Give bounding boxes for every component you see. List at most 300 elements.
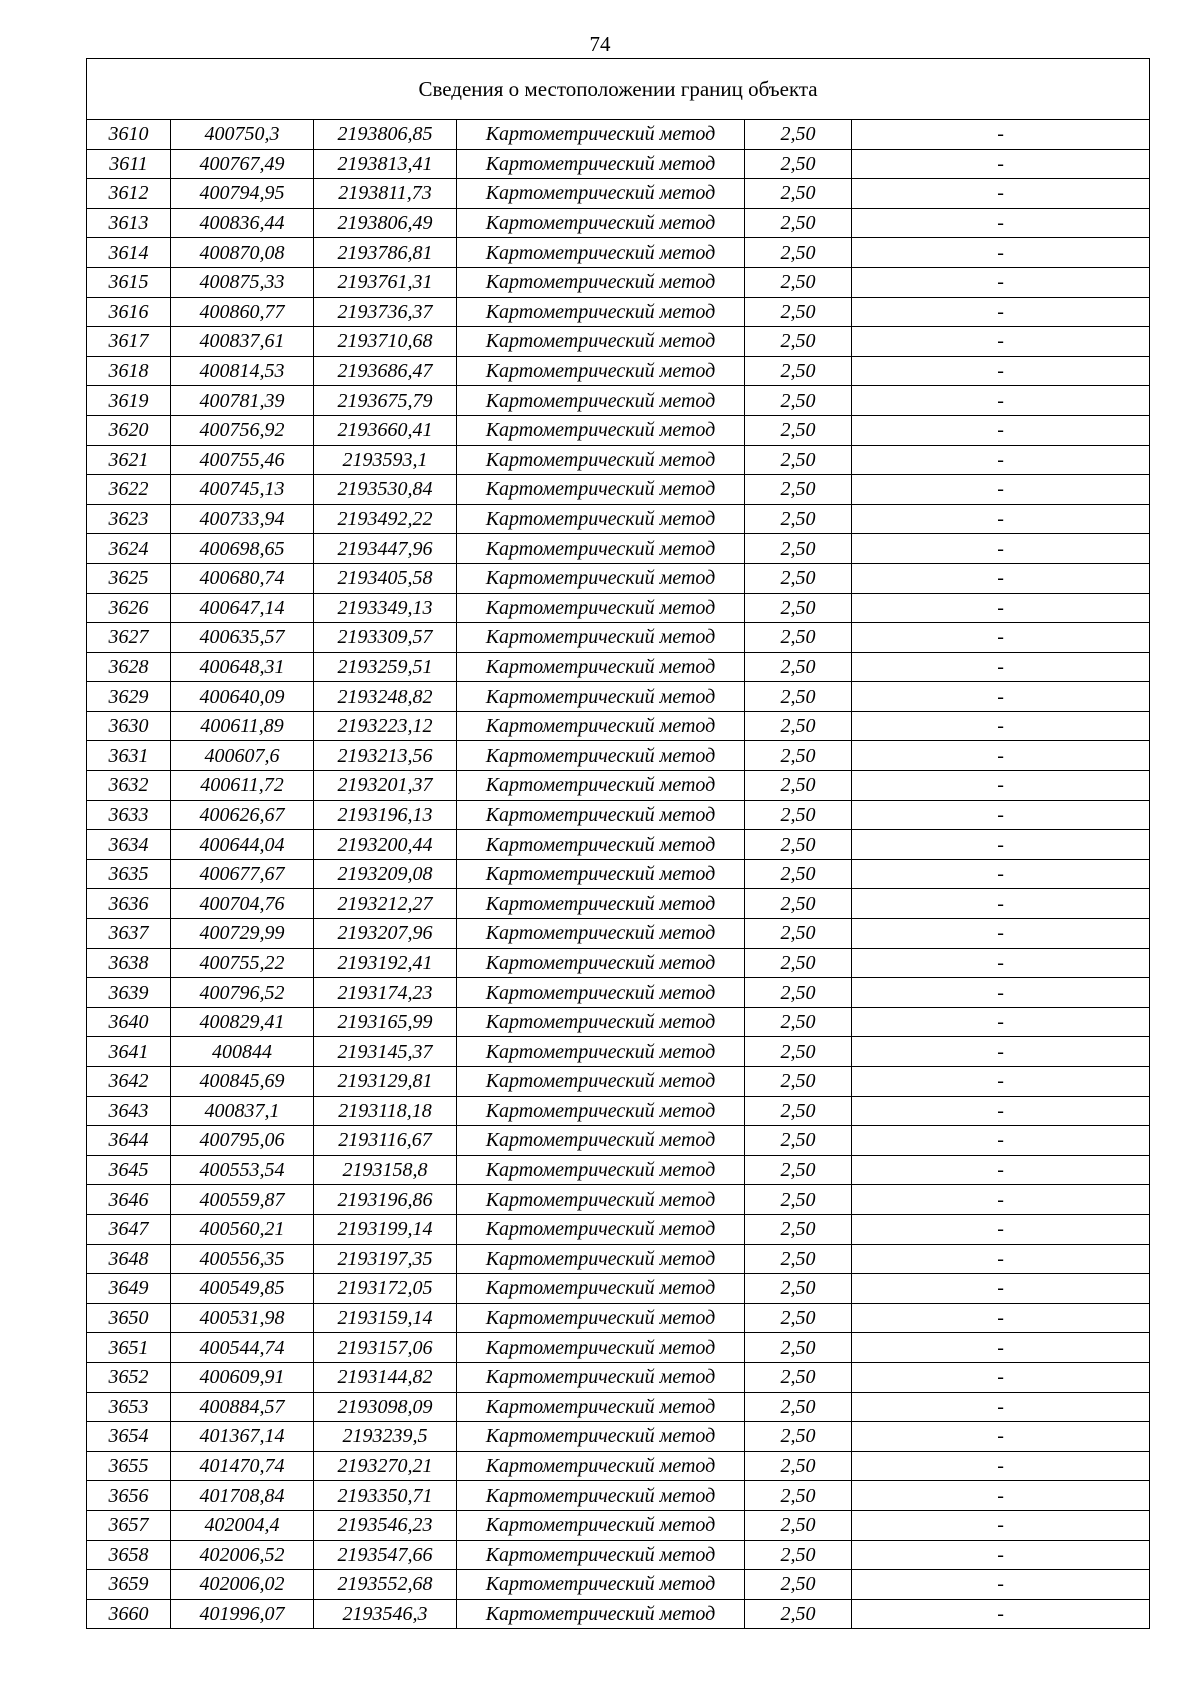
point-number-cell: 3652 — [87, 1362, 171, 1392]
method-cell: Картометрический метод — [457, 1007, 745, 1037]
x-coordinate-cell: 400837,61 — [171, 327, 314, 357]
accuracy-cell: 2,50 — [745, 593, 852, 623]
x-coordinate-cell: 401367,14 — [171, 1422, 314, 1452]
accuracy-cell: 2,50 — [745, 1362, 852, 1392]
y-coordinate-cell: 2193806,49 — [314, 208, 457, 238]
y-coordinate-cell: 2193172,05 — [314, 1274, 457, 1304]
x-coordinate-cell: 400611,72 — [171, 771, 314, 801]
y-coordinate-cell: 2193736,37 — [314, 297, 457, 327]
x-coordinate-cell: 400750,3 — [171, 120, 314, 150]
table-row — [87, 1274, 1150, 1304]
accuracy-cell: 2,50 — [745, 1037, 852, 1067]
y-coordinate-cell: 2193192,41 — [314, 948, 457, 978]
accuracy-cell: 2,50 — [745, 741, 852, 771]
description-cell: - — [852, 1096, 1150, 1126]
description-cell: - — [852, 1333, 1150, 1363]
method-cell: Картометрический метод — [457, 149, 745, 179]
method-cell: Картометрический метод — [457, 593, 745, 623]
description-cell: - — [852, 593, 1150, 623]
method-cell: Картометрический метод — [457, 267, 745, 297]
table-row — [87, 534, 1150, 564]
x-coordinate-cell: 400860,77 — [171, 297, 314, 327]
x-coordinate-cell: 400875,33 — [171, 267, 314, 297]
point-number-cell: 3653 — [87, 1392, 171, 1422]
x-coordinate-cell: 400560,21 — [171, 1214, 314, 1244]
method-cell: Картометрический метод — [457, 1510, 745, 1540]
description-cell: - — [852, 1244, 1150, 1274]
point-number-cell: 3612 — [87, 179, 171, 209]
accuracy-cell: 2,50 — [745, 1244, 852, 1274]
x-coordinate-cell: 400745,13 — [171, 475, 314, 505]
point-number-cell: 3656 — [87, 1481, 171, 1511]
table-row — [87, 356, 1150, 386]
accuracy-cell: 2,50 — [745, 1510, 852, 1540]
table-row — [87, 741, 1150, 771]
point-number-cell: 3616 — [87, 297, 171, 327]
accuracy-cell: 2,50 — [745, 445, 852, 475]
point-number-cell: 3651 — [87, 1333, 171, 1363]
y-coordinate-cell: 2193675,79 — [314, 386, 457, 416]
description-cell: - — [852, 563, 1150, 593]
table-row — [87, 1392, 1150, 1422]
accuracy-cell: 2,50 — [745, 978, 852, 1008]
method-cell: Картометрический метод — [457, 534, 745, 564]
description-cell: - — [852, 1451, 1150, 1481]
y-coordinate-cell: 2193239,5 — [314, 1422, 457, 1452]
x-coordinate-cell: 400559,87 — [171, 1185, 314, 1215]
table-row — [87, 652, 1150, 682]
table-row — [87, 771, 1150, 801]
method-cell: Картометрический метод — [457, 771, 745, 801]
description-cell: - — [852, 238, 1150, 268]
accuracy-cell: 2,50 — [745, 208, 852, 238]
point-number-cell: 3654 — [87, 1422, 171, 1452]
method-cell: Картометрический метод — [457, 919, 745, 949]
y-coordinate-cell: 2193248,82 — [314, 682, 457, 712]
description-cell: - — [852, 1362, 1150, 1392]
point-number-cell: 3660 — [87, 1599, 171, 1629]
method-cell: Картометрический метод — [457, 1481, 745, 1511]
description-cell: - — [852, 356, 1150, 386]
accuracy-cell: 2,50 — [745, 1126, 852, 1156]
table-row — [87, 623, 1150, 653]
accuracy-cell: 2,50 — [745, 652, 852, 682]
point-number-cell: 3636 — [87, 889, 171, 919]
point-number-cell: 3627 — [87, 623, 171, 653]
method-cell: Картометрический метод — [457, 1037, 745, 1067]
accuracy-cell: 2,50 — [745, 297, 852, 327]
accuracy-cell: 2,50 — [745, 1303, 852, 1333]
x-coordinate-cell: 400607,6 — [171, 741, 314, 771]
accuracy-cell: 2,50 — [745, 386, 852, 416]
method-cell: Картометрический метод — [457, 1599, 745, 1629]
method-cell: Картометрический метод — [457, 1096, 745, 1126]
method-cell: Картометрический метод — [457, 1540, 745, 1570]
accuracy-cell: 2,50 — [745, 1333, 852, 1363]
method-cell: Картометрический метод — [457, 504, 745, 534]
point-number-cell: 3613 — [87, 208, 171, 238]
point-number-cell: 3619 — [87, 386, 171, 416]
description-cell: - — [852, 741, 1150, 771]
y-coordinate-cell: 2193207,96 — [314, 919, 457, 949]
method-cell: Картометрический метод — [457, 415, 745, 445]
y-coordinate-cell: 2193212,27 — [314, 889, 457, 919]
point-number-cell: 3610 — [87, 120, 171, 150]
description-cell: - — [852, 208, 1150, 238]
method-cell: Картометрический метод — [457, 238, 745, 268]
y-coordinate-cell: 2193761,31 — [314, 267, 457, 297]
table-row — [87, 386, 1150, 416]
description-cell: - — [852, 415, 1150, 445]
x-coordinate-cell: 400647,14 — [171, 593, 314, 623]
table-row — [87, 445, 1150, 475]
accuracy-cell: 2,50 — [745, 149, 852, 179]
point-number-cell: 3614 — [87, 238, 171, 268]
table-row — [87, 1303, 1150, 1333]
method-cell: Картометрический метод — [457, 711, 745, 741]
table-row — [87, 475, 1150, 505]
x-coordinate-cell: 400531,98 — [171, 1303, 314, 1333]
accuracy-cell: 2,50 — [745, 682, 852, 712]
method-cell: Картометрический метод — [457, 1451, 745, 1481]
description-cell: - — [852, 1155, 1150, 1185]
x-coordinate-cell: 400884,57 — [171, 1392, 314, 1422]
table-row — [87, 327, 1150, 357]
table-row — [87, 948, 1150, 978]
y-coordinate-cell: 2193223,12 — [314, 711, 457, 741]
point-number-cell: 3659 — [87, 1570, 171, 1600]
accuracy-cell: 2,50 — [745, 504, 852, 534]
method-cell: Картометрический метод — [457, 386, 745, 416]
x-coordinate-cell: 400556,35 — [171, 1244, 314, 1274]
description-cell: - — [852, 120, 1150, 150]
x-coordinate-cell: 400609,91 — [171, 1362, 314, 1392]
point-number-cell: 3622 — [87, 475, 171, 505]
table-row — [87, 1510, 1150, 1540]
x-coordinate-cell: 400640,09 — [171, 682, 314, 712]
point-number-cell: 3647 — [87, 1214, 171, 1244]
table-row — [87, 1422, 1150, 1452]
x-coordinate-cell: 401996,07 — [171, 1599, 314, 1629]
point-number-cell: 3650 — [87, 1303, 171, 1333]
x-coordinate-cell: 400781,39 — [171, 386, 314, 416]
table-row — [87, 800, 1150, 830]
description-cell: - — [852, 771, 1150, 801]
accuracy-cell: 2,50 — [745, 327, 852, 357]
accuracy-cell: 2,50 — [745, 1274, 852, 1304]
description-cell: - — [852, 1392, 1150, 1422]
accuracy-cell: 2,50 — [745, 771, 852, 801]
method-cell: Картометрический метод — [457, 623, 745, 653]
accuracy-cell: 2,50 — [745, 889, 852, 919]
y-coordinate-cell: 2193350,71 — [314, 1481, 457, 1511]
method-cell: Картометрический метод — [457, 475, 745, 505]
y-coordinate-cell: 2193710,68 — [314, 327, 457, 357]
accuracy-cell: 2,50 — [745, 563, 852, 593]
point-number-cell: 3645 — [87, 1155, 171, 1185]
x-coordinate-cell: 401470,74 — [171, 1451, 314, 1481]
table-row — [87, 682, 1150, 712]
point-number-cell: 3631 — [87, 741, 171, 771]
y-coordinate-cell: 2193116,67 — [314, 1126, 457, 1156]
x-coordinate-cell: 400704,76 — [171, 889, 314, 919]
x-coordinate-cell: 402006,02 — [171, 1570, 314, 1600]
point-number-cell: 3628 — [87, 652, 171, 682]
x-coordinate-cell: 402006,52 — [171, 1540, 314, 1570]
table-row — [87, 1037, 1150, 1067]
table-row — [87, 1481, 1150, 1511]
y-coordinate-cell: 2193200,44 — [314, 830, 457, 860]
table-row — [87, 1214, 1150, 1244]
table-row — [87, 1362, 1150, 1392]
y-coordinate-cell: 2193546,23 — [314, 1510, 457, 1540]
x-coordinate-cell: 400698,65 — [171, 534, 314, 564]
point-number-cell: 3639 — [87, 978, 171, 1008]
accuracy-cell: 2,50 — [745, 1481, 852, 1511]
y-coordinate-cell: 2193196,86 — [314, 1185, 457, 1215]
table-row — [87, 919, 1150, 949]
y-coordinate-cell: 2193492,22 — [314, 504, 457, 534]
accuracy-cell: 2,50 — [745, 1096, 852, 1126]
y-coordinate-cell: 2193259,51 — [314, 652, 457, 682]
accuracy-cell: 2,50 — [745, 919, 852, 949]
table-row — [87, 1096, 1150, 1126]
point-number-cell: 3641 — [87, 1037, 171, 1067]
method-cell: Картометрический метод — [457, 948, 745, 978]
x-coordinate-cell: 400844 — [171, 1037, 314, 1067]
accuracy-cell: 2,50 — [745, 1599, 852, 1629]
x-coordinate-cell: 400814,53 — [171, 356, 314, 386]
x-coordinate-cell: 400680,74 — [171, 563, 314, 593]
description-cell: - — [852, 1067, 1150, 1097]
table-row — [87, 830, 1150, 860]
x-coordinate-cell: 400837,1 — [171, 1096, 314, 1126]
accuracy-cell: 2,50 — [745, 830, 852, 860]
description-cell: - — [852, 1540, 1150, 1570]
point-number-cell: 3657 — [87, 1510, 171, 1540]
accuracy-cell: 2,50 — [745, 623, 852, 653]
description-cell: - — [852, 1214, 1150, 1244]
x-coordinate-cell: 401708,84 — [171, 1481, 314, 1511]
method-cell: Картометрический метод — [457, 1214, 745, 1244]
x-coordinate-cell: 400845,69 — [171, 1067, 314, 1097]
table-row — [87, 1599, 1150, 1629]
table-row — [87, 1333, 1150, 1363]
x-coordinate-cell: 400611,89 — [171, 711, 314, 741]
x-coordinate-cell: 400870,08 — [171, 238, 314, 268]
y-coordinate-cell: 2193197,35 — [314, 1244, 457, 1274]
table-row — [87, 149, 1150, 179]
y-coordinate-cell: 2193157,06 — [314, 1333, 457, 1363]
table-row — [87, 1570, 1150, 1600]
point-number-cell: 3620 — [87, 415, 171, 445]
description-cell: - — [852, 1422, 1150, 1452]
method-cell: Картометрический метод — [457, 1067, 745, 1097]
table-row — [87, 1540, 1150, 1570]
y-coordinate-cell: 2193145,37 — [314, 1037, 457, 1067]
y-coordinate-cell: 2193213,56 — [314, 741, 457, 771]
accuracy-cell: 2,50 — [745, 356, 852, 386]
y-coordinate-cell: 2193159,14 — [314, 1303, 457, 1333]
description-cell: - — [852, 179, 1150, 209]
point-number-cell: 3642 — [87, 1067, 171, 1097]
point-number-cell: 3635 — [87, 859, 171, 889]
x-coordinate-cell: 400733,94 — [171, 504, 314, 534]
y-coordinate-cell: 2193165,99 — [314, 1007, 457, 1037]
y-coordinate-cell: 2193098,09 — [314, 1392, 457, 1422]
accuracy-cell: 2,50 — [745, 711, 852, 741]
table-row — [87, 859, 1150, 889]
point-number-cell: 3658 — [87, 1540, 171, 1570]
x-coordinate-cell: 400755,22 — [171, 948, 314, 978]
point-number-cell: 3637 — [87, 919, 171, 949]
description-cell: - — [852, 475, 1150, 505]
x-coordinate-cell: 400756,92 — [171, 415, 314, 445]
y-coordinate-cell: 2193447,96 — [314, 534, 457, 564]
description-cell: - — [852, 652, 1150, 682]
y-coordinate-cell: 2193309,57 — [314, 623, 457, 653]
table-row — [87, 1126, 1150, 1156]
accuracy-cell: 2,50 — [745, 1540, 852, 1570]
method-cell: Картометрический метод — [457, 1185, 745, 1215]
method-cell: Картометрический метод — [457, 1392, 745, 1422]
point-number-cell: 3648 — [87, 1244, 171, 1274]
x-coordinate-cell: 400644,04 — [171, 830, 314, 860]
point-number-cell: 3629 — [87, 682, 171, 712]
table-row — [87, 504, 1150, 534]
y-coordinate-cell: 2193158,8 — [314, 1155, 457, 1185]
y-coordinate-cell: 2193786,81 — [314, 238, 457, 268]
description-cell: - — [852, 682, 1150, 712]
x-coordinate-cell: 400794,95 — [171, 179, 314, 209]
point-number-cell: 3621 — [87, 445, 171, 475]
y-coordinate-cell: 2193196,13 — [314, 800, 457, 830]
description-cell: - — [852, 1185, 1150, 1215]
y-coordinate-cell: 2193405,58 — [314, 563, 457, 593]
method-cell: Картометрический метод — [457, 208, 745, 238]
table-title: Сведения о местоположении границ объекта — [87, 59, 1150, 120]
point-number-cell: 3617 — [87, 327, 171, 357]
description-cell: - — [852, 711, 1150, 741]
accuracy-cell: 2,50 — [745, 1422, 852, 1452]
point-number-cell: 3623 — [87, 504, 171, 534]
method-cell: Картометрический метод — [457, 741, 745, 771]
x-coordinate-cell: 400677,67 — [171, 859, 314, 889]
accuracy-cell: 2,50 — [745, 534, 852, 564]
method-cell: Картометрический метод — [457, 327, 745, 357]
point-number-cell: 3624 — [87, 534, 171, 564]
table-row — [87, 120, 1150, 150]
x-coordinate-cell: 400626,67 — [171, 800, 314, 830]
y-coordinate-cell: 2193686,47 — [314, 356, 457, 386]
y-coordinate-cell: 2193129,81 — [314, 1067, 457, 1097]
description-cell: - — [852, 978, 1150, 1008]
description-cell: - — [852, 534, 1150, 564]
point-number-cell: 3646 — [87, 1185, 171, 1215]
table-title-row — [87, 59, 1150, 120]
point-number-cell: 3649 — [87, 1274, 171, 1304]
x-coordinate-cell: 400796,52 — [171, 978, 314, 1008]
accuracy-cell: 2,50 — [745, 120, 852, 150]
point-number-cell: 3634 — [87, 830, 171, 860]
y-coordinate-cell: 2193174,23 — [314, 978, 457, 1008]
table-row — [87, 267, 1150, 297]
y-coordinate-cell: 2193546,3 — [314, 1599, 457, 1629]
table-row — [87, 415, 1150, 445]
table-row — [87, 1007, 1150, 1037]
x-coordinate-cell: 400553,54 — [171, 1155, 314, 1185]
description-cell: - — [852, 1037, 1150, 1067]
method-cell: Картометрический метод — [457, 1274, 745, 1304]
method-cell: Картометрический метод — [457, 1362, 745, 1392]
accuracy-cell: 2,50 — [745, 1392, 852, 1422]
method-cell: Картометрический метод — [457, 859, 745, 889]
method-cell: Картометрический метод — [457, 1155, 745, 1185]
description-cell: - — [852, 830, 1150, 860]
boundary-coordinates-table — [86, 58, 1150, 1629]
x-coordinate-cell: 400829,41 — [171, 1007, 314, 1037]
table-body — [87, 120, 1150, 1629]
table-row — [87, 1185, 1150, 1215]
y-coordinate-cell: 2193530,84 — [314, 475, 457, 505]
table-row — [87, 978, 1150, 1008]
table-row — [87, 1451, 1150, 1481]
accuracy-cell: 2,50 — [745, 948, 852, 978]
description-cell: - — [852, 504, 1150, 534]
accuracy-cell: 2,50 — [745, 415, 852, 445]
x-coordinate-cell: 400767,49 — [171, 149, 314, 179]
accuracy-cell: 2,50 — [745, 859, 852, 889]
accuracy-cell: 2,50 — [745, 267, 852, 297]
y-coordinate-cell: 2193118,18 — [314, 1096, 457, 1126]
page-number: 74 — [589, 32, 611, 56]
y-coordinate-cell: 2193349,13 — [314, 593, 457, 623]
point-number-cell: 3615 — [87, 267, 171, 297]
x-coordinate-cell: 400549,85 — [171, 1274, 314, 1304]
point-number-cell: 3618 — [87, 356, 171, 386]
method-cell: Картометрический метод — [457, 1333, 745, 1363]
point-number-cell: 3611 — [87, 149, 171, 179]
y-coordinate-cell: 2193144,82 — [314, 1362, 457, 1392]
method-cell: Картометрический метод — [457, 978, 745, 1008]
accuracy-cell: 2,50 — [745, 238, 852, 268]
y-coordinate-cell: 2193660,41 — [314, 415, 457, 445]
y-coordinate-cell: 2193552,68 — [314, 1570, 457, 1600]
description-cell: - — [852, 859, 1150, 889]
y-coordinate-cell: 2193547,66 — [314, 1540, 457, 1570]
x-coordinate-cell: 400836,44 — [171, 208, 314, 238]
accuracy-cell: 2,50 — [745, 1007, 852, 1037]
x-coordinate-cell: 400648,31 — [171, 652, 314, 682]
description-cell: - — [852, 386, 1150, 416]
method-cell: Картометрический метод — [457, 1126, 745, 1156]
method-cell: Картометрический метод — [457, 1422, 745, 1452]
y-coordinate-cell: 2193806,85 — [314, 120, 457, 150]
accuracy-cell: 2,50 — [745, 475, 852, 505]
method-cell: Картометрический метод — [457, 652, 745, 682]
table-row — [87, 1067, 1150, 1097]
point-number-cell: 3640 — [87, 1007, 171, 1037]
description-cell: - — [852, 1481, 1150, 1511]
accuracy-cell: 2,50 — [745, 1155, 852, 1185]
method-cell: Картометрический метод — [457, 1244, 745, 1274]
description-cell: - — [852, 297, 1150, 327]
point-number-cell: 3644 — [87, 1126, 171, 1156]
accuracy-cell: 2,50 — [745, 1214, 852, 1244]
method-cell: Картометрический метод — [457, 889, 745, 919]
point-number-cell: 3638 — [87, 948, 171, 978]
table-row — [87, 179, 1150, 209]
